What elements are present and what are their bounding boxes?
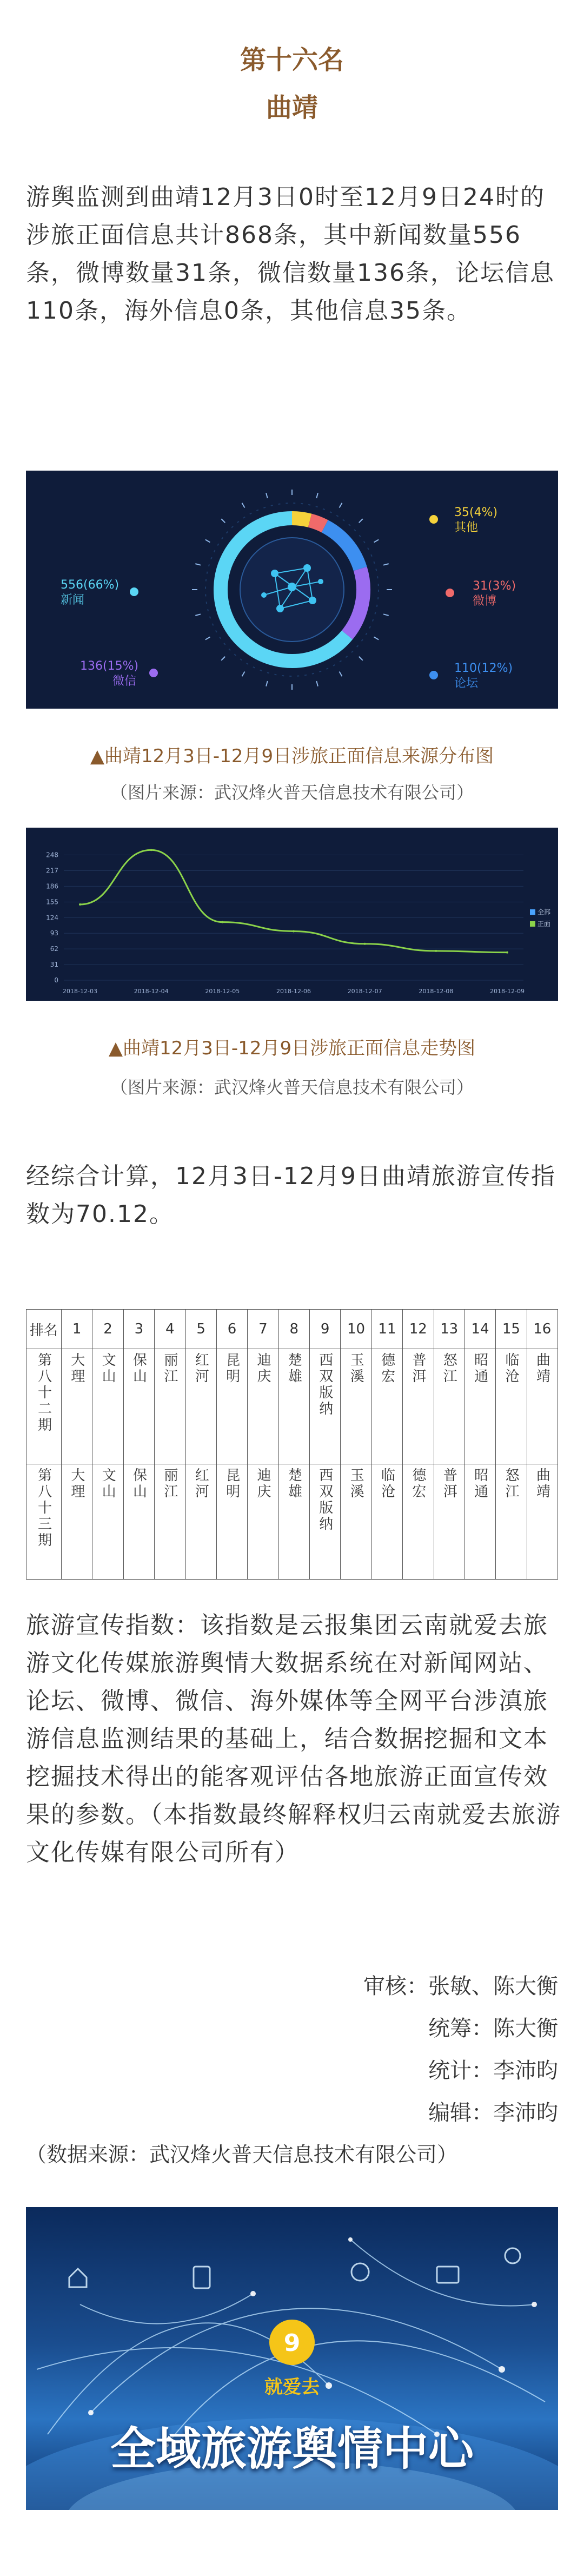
table-header-cell: 8 bbox=[278, 1310, 309, 1349]
data-point bbox=[293, 930, 295, 932]
table-cell bbox=[92, 1349, 123, 1464]
table-header-cell: 16 bbox=[527, 1310, 558, 1349]
donut-svg bbox=[26, 471, 558, 709]
table-cell bbox=[62, 1349, 92, 1464]
table-cell bbox=[278, 1349, 309, 1464]
ranking-table bbox=[26, 1309, 558, 1580]
table-cell-text: 昆明 bbox=[223, 1352, 240, 1385]
phone-icon bbox=[194, 2267, 210, 2288]
table-cell-text: 德宏 bbox=[409, 1468, 426, 1500]
y-tick-label: 217 bbox=[46, 867, 58, 875]
weibo-value: 31(3%) bbox=[473, 579, 516, 593]
table-period-cell bbox=[26, 1349, 62, 1464]
table-cell-text: 文山 bbox=[99, 1468, 116, 1500]
table-cell-text: 红河 bbox=[193, 1352, 209, 1385]
table-row bbox=[26, 1464, 558, 1580]
forum-value: 110(12%) bbox=[454, 662, 513, 675]
table-cell bbox=[496, 1349, 527, 1464]
credit-coord: 统筹：陈大衡 bbox=[428, 2016, 558, 2041]
table-cell bbox=[434, 1349, 464, 1464]
trend-chart bbox=[26, 828, 558, 1001]
data-point bbox=[506, 952, 508, 954]
y-tick-label: 0 bbox=[54, 976, 58, 984]
y-tick-label: 124 bbox=[46, 914, 58, 922]
table-cell bbox=[341, 1349, 371, 1464]
table-cell-text: 第八十二期 bbox=[35, 1352, 52, 1434]
news-value: 556(66%) bbox=[61, 578, 120, 592]
table-header-cell: 4 bbox=[155, 1310, 185, 1349]
wechat-label: 微信 bbox=[112, 675, 137, 688]
y-tick-label: 62 bbox=[50, 945, 58, 953]
logo-mark-icon bbox=[269, 2320, 315, 2365]
table-cell-text: 保山 bbox=[130, 1352, 147, 1385]
credit-review: 审核：张敏、陈大衡 bbox=[363, 1974, 558, 1999]
forum-dot bbox=[429, 671, 438, 679]
table-period-cell bbox=[26, 1464, 62, 1580]
y-tick-label: 155 bbox=[46, 898, 58, 906]
trend-svg bbox=[26, 828, 558, 1001]
table-cell bbox=[92, 1464, 123, 1580]
x-tick-label: 2018-12-09 bbox=[490, 988, 525, 995]
table-cell bbox=[403, 1464, 434, 1580]
table-cell-text: 西双版纳 bbox=[316, 1352, 333, 1417]
table-cell-text: 丽江 bbox=[161, 1352, 178, 1385]
table-header-cell: 3 bbox=[123, 1310, 154, 1349]
monitor-icon bbox=[437, 2267, 459, 2283]
table-header-cell: 7 bbox=[248, 1310, 278, 1349]
table-header-cell: 12 bbox=[403, 1310, 434, 1349]
credit-source: （数据来源：武汉烽火普天信息技术有限公司） bbox=[26, 2143, 458, 2167]
trend-caption: ▲曲靖12月3日-12月9日涉旅正面信息走势图 bbox=[108, 1038, 476, 1059]
donut-segment-微博 bbox=[310, 520, 325, 526]
table-cell bbox=[527, 1464, 558, 1580]
table-cell-text: 西双版纳 bbox=[316, 1468, 333, 1533]
weibo-label: 微博 bbox=[473, 595, 497, 608]
table-cell-text: 普洱 bbox=[441, 1468, 457, 1500]
table-cell-text: 普洱 bbox=[409, 1352, 426, 1385]
news-label: 新闻 bbox=[61, 593, 85, 607]
credit-editor: 编辑：李沛昀 bbox=[428, 2101, 558, 2125]
table-cell-text: 楚雄 bbox=[286, 1352, 302, 1385]
donut-source: （图片来源：武汉烽火普天信息技术有限公司） bbox=[110, 782, 474, 803]
legend-label: 全部 bbox=[537, 908, 551, 916]
table-header-cell: 9 bbox=[310, 1310, 341, 1349]
table-cell-text: 丽江 bbox=[161, 1468, 178, 1500]
weibo-dot bbox=[446, 589, 454, 597]
forum-label: 论坛 bbox=[454, 677, 479, 690]
table-cell-text: 迪庆 bbox=[254, 1352, 271, 1385]
intro-paragraph: 游舆监测到曲靖12月3日0时至12月9日24时的涉旅正面信息共计868条，其中新闻数量556条，微博数量31条，微信数量136条，论坛信息110条，海外信息0条，其他信息35条。 bbox=[26, 183, 555, 325]
table-cell bbox=[123, 1464, 154, 1580]
banner-image bbox=[26, 2207, 558, 2510]
table-cell bbox=[155, 1349, 185, 1464]
wechat-dot bbox=[149, 669, 158, 677]
user-icon bbox=[505, 2248, 520, 2263]
table-header-row bbox=[26, 1310, 558, 1349]
table-cell-text: 保山 bbox=[130, 1468, 147, 1500]
table-cell bbox=[371, 1464, 402, 1580]
x-tick-label: 2018-12-05 bbox=[205, 988, 240, 995]
table-cell bbox=[278, 1464, 309, 1580]
data-point bbox=[221, 921, 223, 923]
table-cell-text: 文山 bbox=[99, 1352, 116, 1385]
table-cell-text: 大理 bbox=[68, 1352, 85, 1385]
table-cell bbox=[123, 1349, 154, 1464]
other-label: 其他 bbox=[454, 521, 479, 534]
table-cell bbox=[434, 1464, 464, 1580]
trend-source: （图片来源：武汉烽火普天信息技术有限公司） bbox=[110, 1077, 474, 1098]
table-header-cell: 15 bbox=[496, 1310, 527, 1349]
table-header-cell: 5 bbox=[185, 1310, 216, 1349]
table-header-cell: 2 bbox=[92, 1310, 123, 1349]
table-cell bbox=[310, 1349, 341, 1464]
table-cell bbox=[216, 1464, 247, 1580]
table-cell-text: 临沧 bbox=[502, 1352, 519, 1385]
table-cell bbox=[464, 1349, 495, 1464]
table-cell bbox=[496, 1464, 527, 1580]
table-cell-text: 昭通 bbox=[472, 1352, 488, 1385]
table-cell bbox=[155, 1464, 185, 1580]
table-row bbox=[26, 1349, 558, 1464]
data-point bbox=[364, 943, 366, 945]
table-cell-text: 德宏 bbox=[379, 1352, 395, 1385]
news-dot bbox=[130, 587, 138, 596]
table-cell bbox=[403, 1349, 434, 1464]
legend-swatch bbox=[530, 909, 535, 915]
donut-segment-其他 bbox=[292, 518, 310, 520]
table-header-cell: 13 bbox=[434, 1310, 464, 1349]
series-line-正面 bbox=[80, 850, 507, 952]
definition-paragraph: 旅游宣传指数：该指数是云报集团云南就爱去旅游文化传媒旅游舆情大数据系统在对新闻网站、论坛、微博、微信、海外媒体等全网平台涉滇旅游信息监测结果的基础上，结合数据挖掘和文本挖掘技术得出的能客观评估各地旅游正面宣传效果的参数。（本指数最终解释权归云南就爱去旅游文化传媒有限公司所有） bbox=[26, 1611, 561, 1866]
table-cell-text: 楚雄 bbox=[286, 1468, 302, 1500]
data-point bbox=[150, 849, 152, 851]
table-cell bbox=[185, 1464, 216, 1580]
donut-caption: ▲曲靖12月3日-12月9日涉旅正面信息来源分布图 bbox=[90, 745, 494, 767]
table-cell-text: 昭通 bbox=[472, 1468, 488, 1500]
table-cell bbox=[248, 1464, 278, 1580]
rank-title: 第十六名 bbox=[240, 45, 344, 75]
table-cell-text: 玉溪 bbox=[348, 1468, 364, 1500]
city-title: 曲靖 bbox=[266, 93, 318, 123]
table-header-cell: 10 bbox=[341, 1310, 371, 1349]
index-paragraph: 经综合计算，12月3日-12月9日曲靖旅游宣传指数为70.12。 bbox=[26, 1162, 556, 1228]
x-tick-label: 2018-12-04 bbox=[134, 988, 169, 995]
table-cell bbox=[216, 1349, 247, 1464]
table-header-cell: 11 bbox=[371, 1310, 402, 1349]
x-tick-label: 2018-12-06 bbox=[276, 988, 311, 995]
table-cell bbox=[310, 1464, 341, 1580]
credit-stats: 统计：李沛昀 bbox=[428, 2058, 558, 2083]
y-tick-label: 93 bbox=[50, 929, 58, 937]
table-cell-text: 红河 bbox=[193, 1468, 209, 1500]
table-cell bbox=[185, 1349, 216, 1464]
table-cell-text: 曲靖 bbox=[534, 1352, 550, 1385]
ranking-table-wrap bbox=[26, 1309, 558, 1580]
table-cell bbox=[464, 1464, 495, 1580]
data-point bbox=[435, 950, 437, 952]
table-cell-text: 怒江 bbox=[441, 1352, 457, 1385]
y-tick-label: 186 bbox=[46, 882, 58, 890]
source-distribution-chart bbox=[26, 471, 558, 709]
y-tick-label: 248 bbox=[46, 851, 58, 859]
banner-title: 全域旅游舆情中心 bbox=[110, 2422, 474, 2475]
table-cell bbox=[62, 1464, 92, 1580]
table-cell-text: 大理 bbox=[68, 1468, 85, 1500]
table-cell-text: 迪庆 bbox=[254, 1468, 271, 1500]
x-tick-label: 2018-12-08 bbox=[419, 988, 454, 995]
other-dot bbox=[429, 515, 438, 524]
wechat-value: 136(15%) bbox=[80, 659, 139, 673]
table-header-cell: 6 bbox=[216, 1310, 247, 1349]
svg-text:9: 9 bbox=[283, 2329, 301, 2357]
table-cell-text: 曲靖 bbox=[534, 1468, 550, 1500]
table-header-cell: 14 bbox=[464, 1310, 495, 1349]
table-cell bbox=[527, 1349, 558, 1464]
table-header-cell: 1 bbox=[62, 1310, 92, 1349]
table-cell-text: 玉溪 bbox=[348, 1352, 364, 1385]
bulb-icon bbox=[351, 2263, 369, 2281]
table-cell-text: 怒江 bbox=[502, 1468, 519, 1500]
table-header-rank: 排名 bbox=[26, 1310, 62, 1349]
y-tick-label: 31 bbox=[50, 961, 58, 969]
data-point bbox=[79, 903, 81, 906]
table-cell-text: 临沧 bbox=[379, 1468, 395, 1500]
banner-logo-text: 就爱去 bbox=[264, 2376, 320, 2398]
table-cell-text: 昆明 bbox=[223, 1468, 240, 1500]
table-cell bbox=[248, 1349, 278, 1464]
other-value: 35(4%) bbox=[454, 506, 498, 519]
legend-label: 正面 bbox=[537, 920, 551, 928]
donut-segment-微信 bbox=[347, 569, 363, 635]
x-tick-label: 2018-12-07 bbox=[347, 988, 382, 995]
table-cell bbox=[371, 1349, 402, 1464]
legend-swatch bbox=[530, 921, 535, 927]
x-tick-label: 2018-12-03 bbox=[63, 988, 97, 995]
table-cell bbox=[341, 1464, 371, 1580]
table-cell-text: 第八十三期 bbox=[35, 1468, 52, 1549]
home-icon bbox=[69, 2269, 87, 2287]
